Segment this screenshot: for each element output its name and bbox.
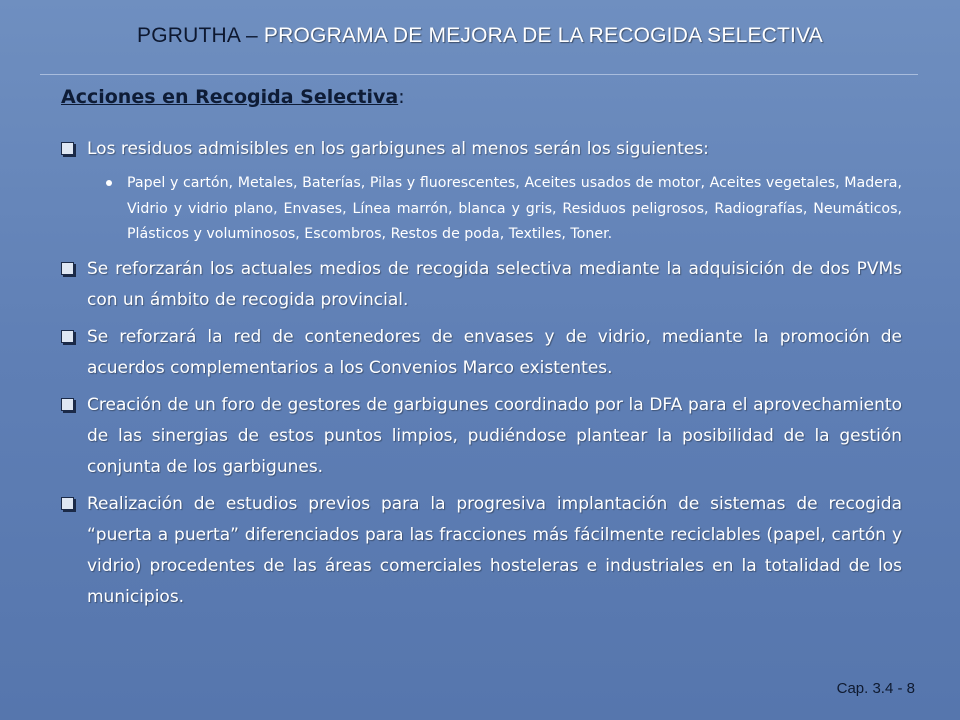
list-item-text: Se reforzará la red de contenedores de envases y de vidrio, mediante la promoción de acuerdos complementarios a los Convenios Marco existentes. [87, 326, 902, 378]
list-item-text: Los residuos admisibles en los garbigunes al menos serán los siguientes: [87, 139, 709, 159]
sub-list-item [106, 171, 902, 248]
list-item-text: Creación de un foro de gestores de garbigunes coordinado por la DFA para el aprovechamiento de las sinergias de estos puntos limpios, pudiéndose plantear la posibilidad de la gestión conjunta de los garbigunes. [87, 394, 902, 477]
list-item [61, 134, 902, 165]
list-item-text: Realización de estudios previos para la progresiva implantación de sistemas de recogida “puerta a puerta” diferenciados para las fracciones más fácilmente reciclables (papel, cartón y vidrio) procedentes de las áreas comerciales hosteleras e industriales en la totalidad de los municipios. [87, 493, 902, 607]
header-prefix: PGRUTHA – [137, 24, 264, 47]
checkbox-bullet-icon [61, 330, 74, 343]
header-title: PROGRAMA DE MEJORA DE LA RECOGIDA SELECTIVA [263, 24, 823, 47]
dot-bullet-icon [106, 180, 112, 186]
checkbox-bullet-icon [61, 142, 74, 155]
slide-header [0, 24, 960, 48]
section-title-colon: : [398, 86, 405, 108]
header-divider [40, 74, 918, 75]
list-item [61, 390, 902, 483]
checkbox-bullet-icon [61, 262, 74, 275]
list-item-text: Se reforzarán los actuales medios de recogida selectiva mediante la adquisición de dos PVMs con un ámbito de recogida provincial. [87, 258, 902, 310]
checkbox-bullet-icon [61, 398, 74, 411]
slide-content [61, 134, 902, 613]
list-item [61, 322, 902, 384]
sub-list-item-text: Papel y cartón, Metales, Baterías, Pilas y fluorescentes, Aceites usados de motor, Aceites vegetales, Madera, Vidrio y vidrio plano, Envases, Línea marrón, blanca y gris, Residuos peligrosos, Radiografías, Neumáticos, Plásticos y voluminosos, Escombros, Restos de poda, Textiles, Toner. [127, 175, 902, 242]
sub-list [61, 171, 902, 248]
page-number: Cap. 3.4 - 8 [836, 680, 915, 697]
list-item [61, 254, 902, 316]
list-item [61, 489, 902, 613]
checkbox-bullet-icon [61, 497, 74, 510]
section-title [61, 86, 405, 108]
section-title-text: Acciones en Recogida Selectiva [61, 86, 399, 108]
